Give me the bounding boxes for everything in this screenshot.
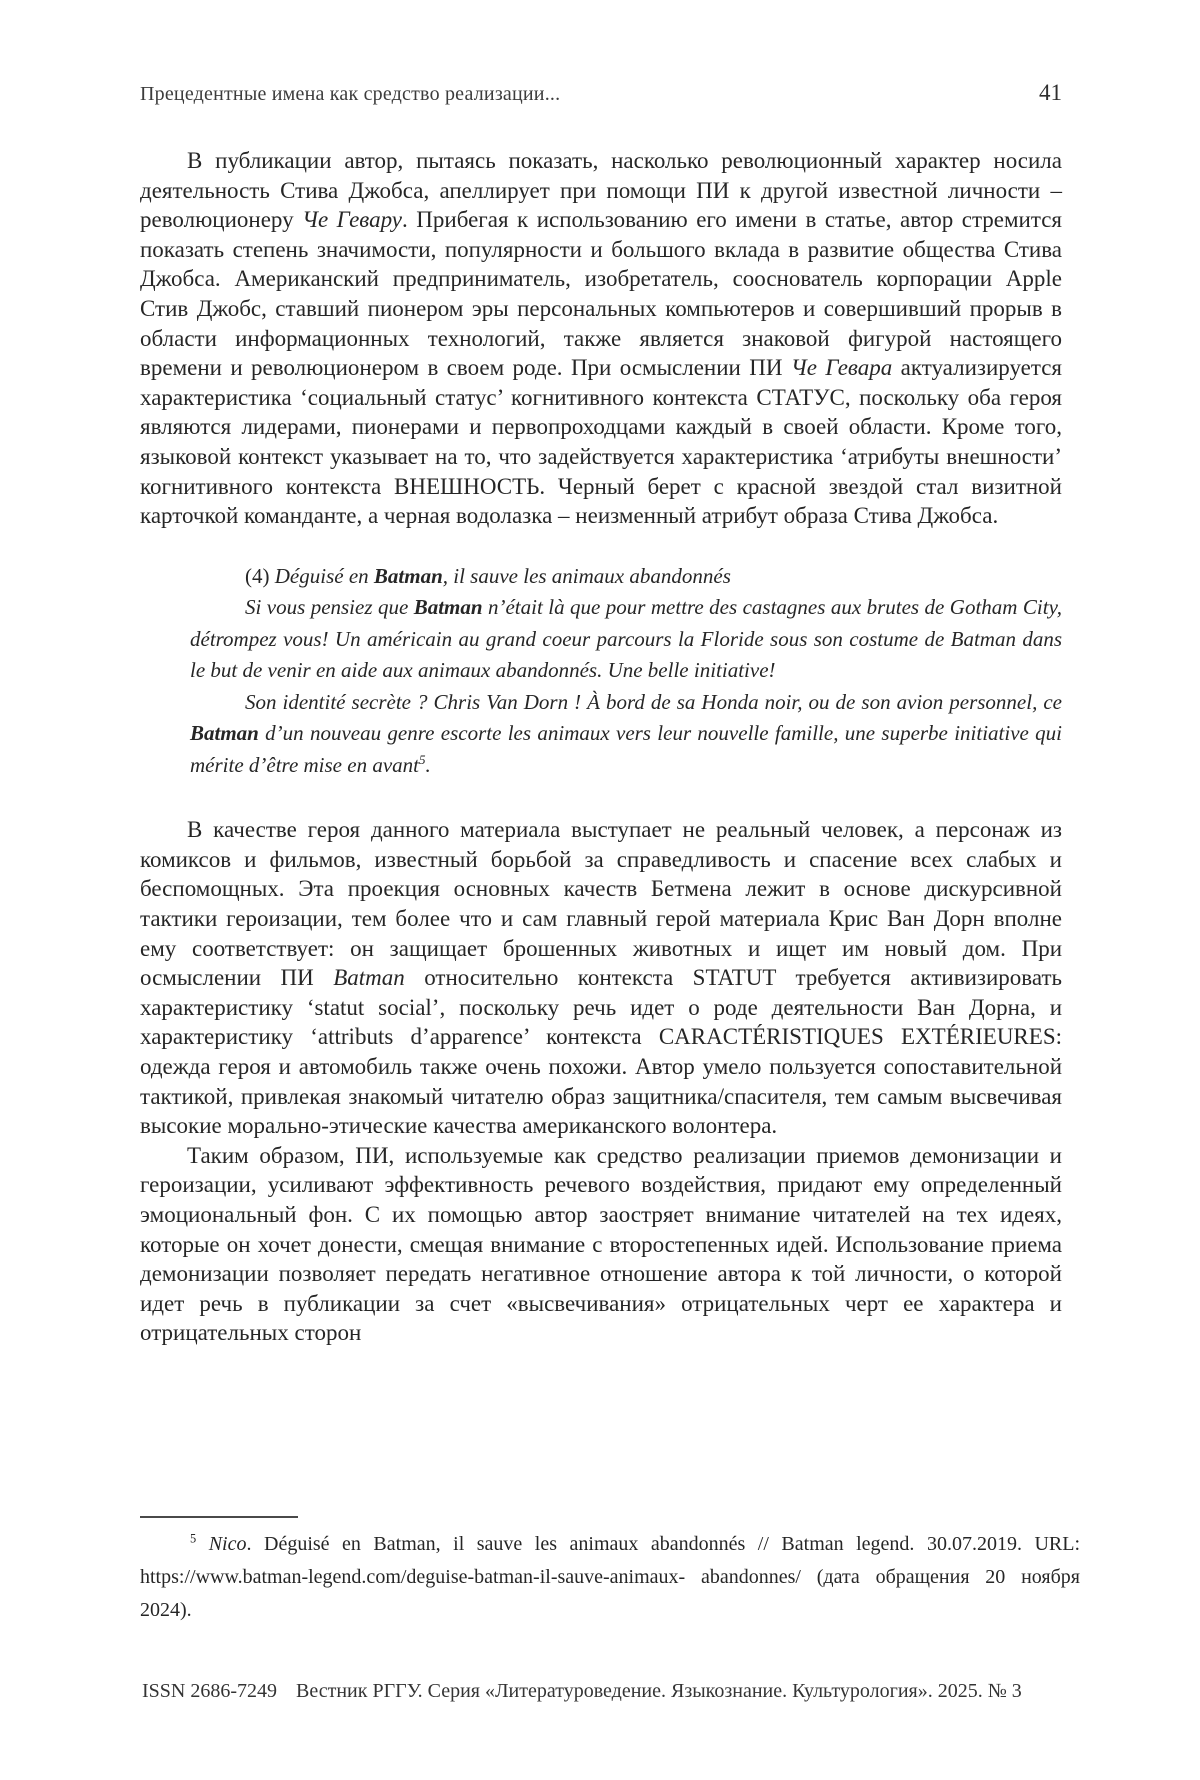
quote-example-heading: (4) Déguisé en Batman, il sauve les animaux abandonnés — [245, 563, 731, 588]
page-number: 41 — [1039, 80, 1062, 105]
paragraph-3: Таким образом, ПИ, используемые как средство реализации приемов демонизации и героизации, усиливают эффективность речевого воздействия, придают ему определенный эмоциональный фон. С их помощью автор заостряет внимание читателей на тех идеях, которые он хочет донести, смещая внимание с второстепенных идей. Использование приема демонизации позволяет передать негативное отношение автора к той личности, о которой идет речь в публикации за счет «высвечивания» отрицательных черт ее характера и отрицательных сторон — [140, 1142, 1062, 1346]
paragraph-1: В публикации автор, пытаясь показать, насколько революционный характер носила деятельность Стива Джобса, апеллирует при помощи ПИ к другой известной личности – революционеру Че Гевару. Прибегая к использованию его имени в статье, автор стремится показать степень значимости, популярности и большого вклада в развитие общества Стива Джобса. Американский предприниматель, изобретатель, сооснователь корпорации Apple Стив Джобс, ставший пионером эры персональных компьютеров и совершивший прорыв в области информационных технологий, также является знаковой фигурой настоящего времени и революционером в своем роде. При осмыслении ПИ Че Гевара актуализируется характеристика ‘социальный статус’ когнитивного контекста СТАТУС, поскольку оба героя являются лидерами, пионерами и первопроходцами каждый в своей области. Кроме того, языковой контекст указывает на то, что задействуется характеристика ‘атрибуты внешности’ когнитивного контекста ВНЕШНОСТЬ. Черный берет с красной звездой стал визитной карточкой команданте, а черная водолазка – неизменный атрибут образа Стива Джобса. — [140, 148, 1062, 529]
footer-issn: ISSN 2686-7249 — [142, 1680, 278, 1702]
quote-block — [190, 561, 1062, 782]
footnote-block — [140, 1516, 1080, 1627]
paragraph-2: В качестве героя данного материала выступает не реальный человек, а персонаж из комиксов и фильмов, известный борьбой за справедливость и спасение всех слабых и беспомощных. Эта проекция основных качеств Бетмена лежит в основе дискурсивной тактики героизации, тем более что и сам главный герой материала Крис Ван Дорн вполне ему соответствует: он защищает брошенных животных и ищет им новый дом. При осмыслении ПИ Batman относительно контекста STATUT требуется активизировать характеристику ‘statut social’, поскольку речь идет о роде деятельности Ван Дорна, и характеристику ‘attributs d’apparence’ контекста CARACTÉRISTIQUES EXTÉRIEURES: одежда героя и автомобиль также очень похожи. Автор умело пользуется сопоставительной тактикой, привлекая знакомый читателю образ защитника/спасителя, тем самым высвечивая высокие морально-этические качества американского волонтера. — [140, 817, 1062, 1139]
footer-journal-title: Вестник РГГУ. Серия «Литературоведение. Языкознание. Культурология». 2025. № 3 — [296, 1680, 1022, 1702]
journal-footer — [142, 1680, 1100, 1703]
footnote-rule — [140, 1516, 298, 1518]
article-body — [140, 146, 1062, 1348]
running-head — [0, 0, 1200, 106]
quote-paragraph-1: Si vous pensiez que Batman n’était là que pour mettre des castagnes aux brutes de Gotham City, détrompez vous! Un américain au grand coeur parcours la Floride sous son costume de Batman dans le but de venir en aide aux animaux abandonnés. Une belle initiative! — [190, 595, 1062, 683]
footnote-text: $^5$ Nico. Déguisé en Batman, il sauve les animaux abandonnés // Batman legend. 30.07.2019. URL: https://www.batman-legend.com/deguise-batman-il-sauve-animaux- abandonnes/ (дата обращения 20 ноября 2024). — [140, 1531, 1081, 1621]
quote-paragraph-2: Son identité secrète ? Chris Van Dorn ! À bord de sa Honda noir, ou de son avion personnel, ce Batman d’un nouveau genre escorte les animaux vers leur nouvelle famille, une superbe initiative qui mérite d’être mise en avant$^5$. — [190, 689, 1062, 777]
running-title: Прецедентные имена как средство реализации... — [140, 83, 561, 105]
